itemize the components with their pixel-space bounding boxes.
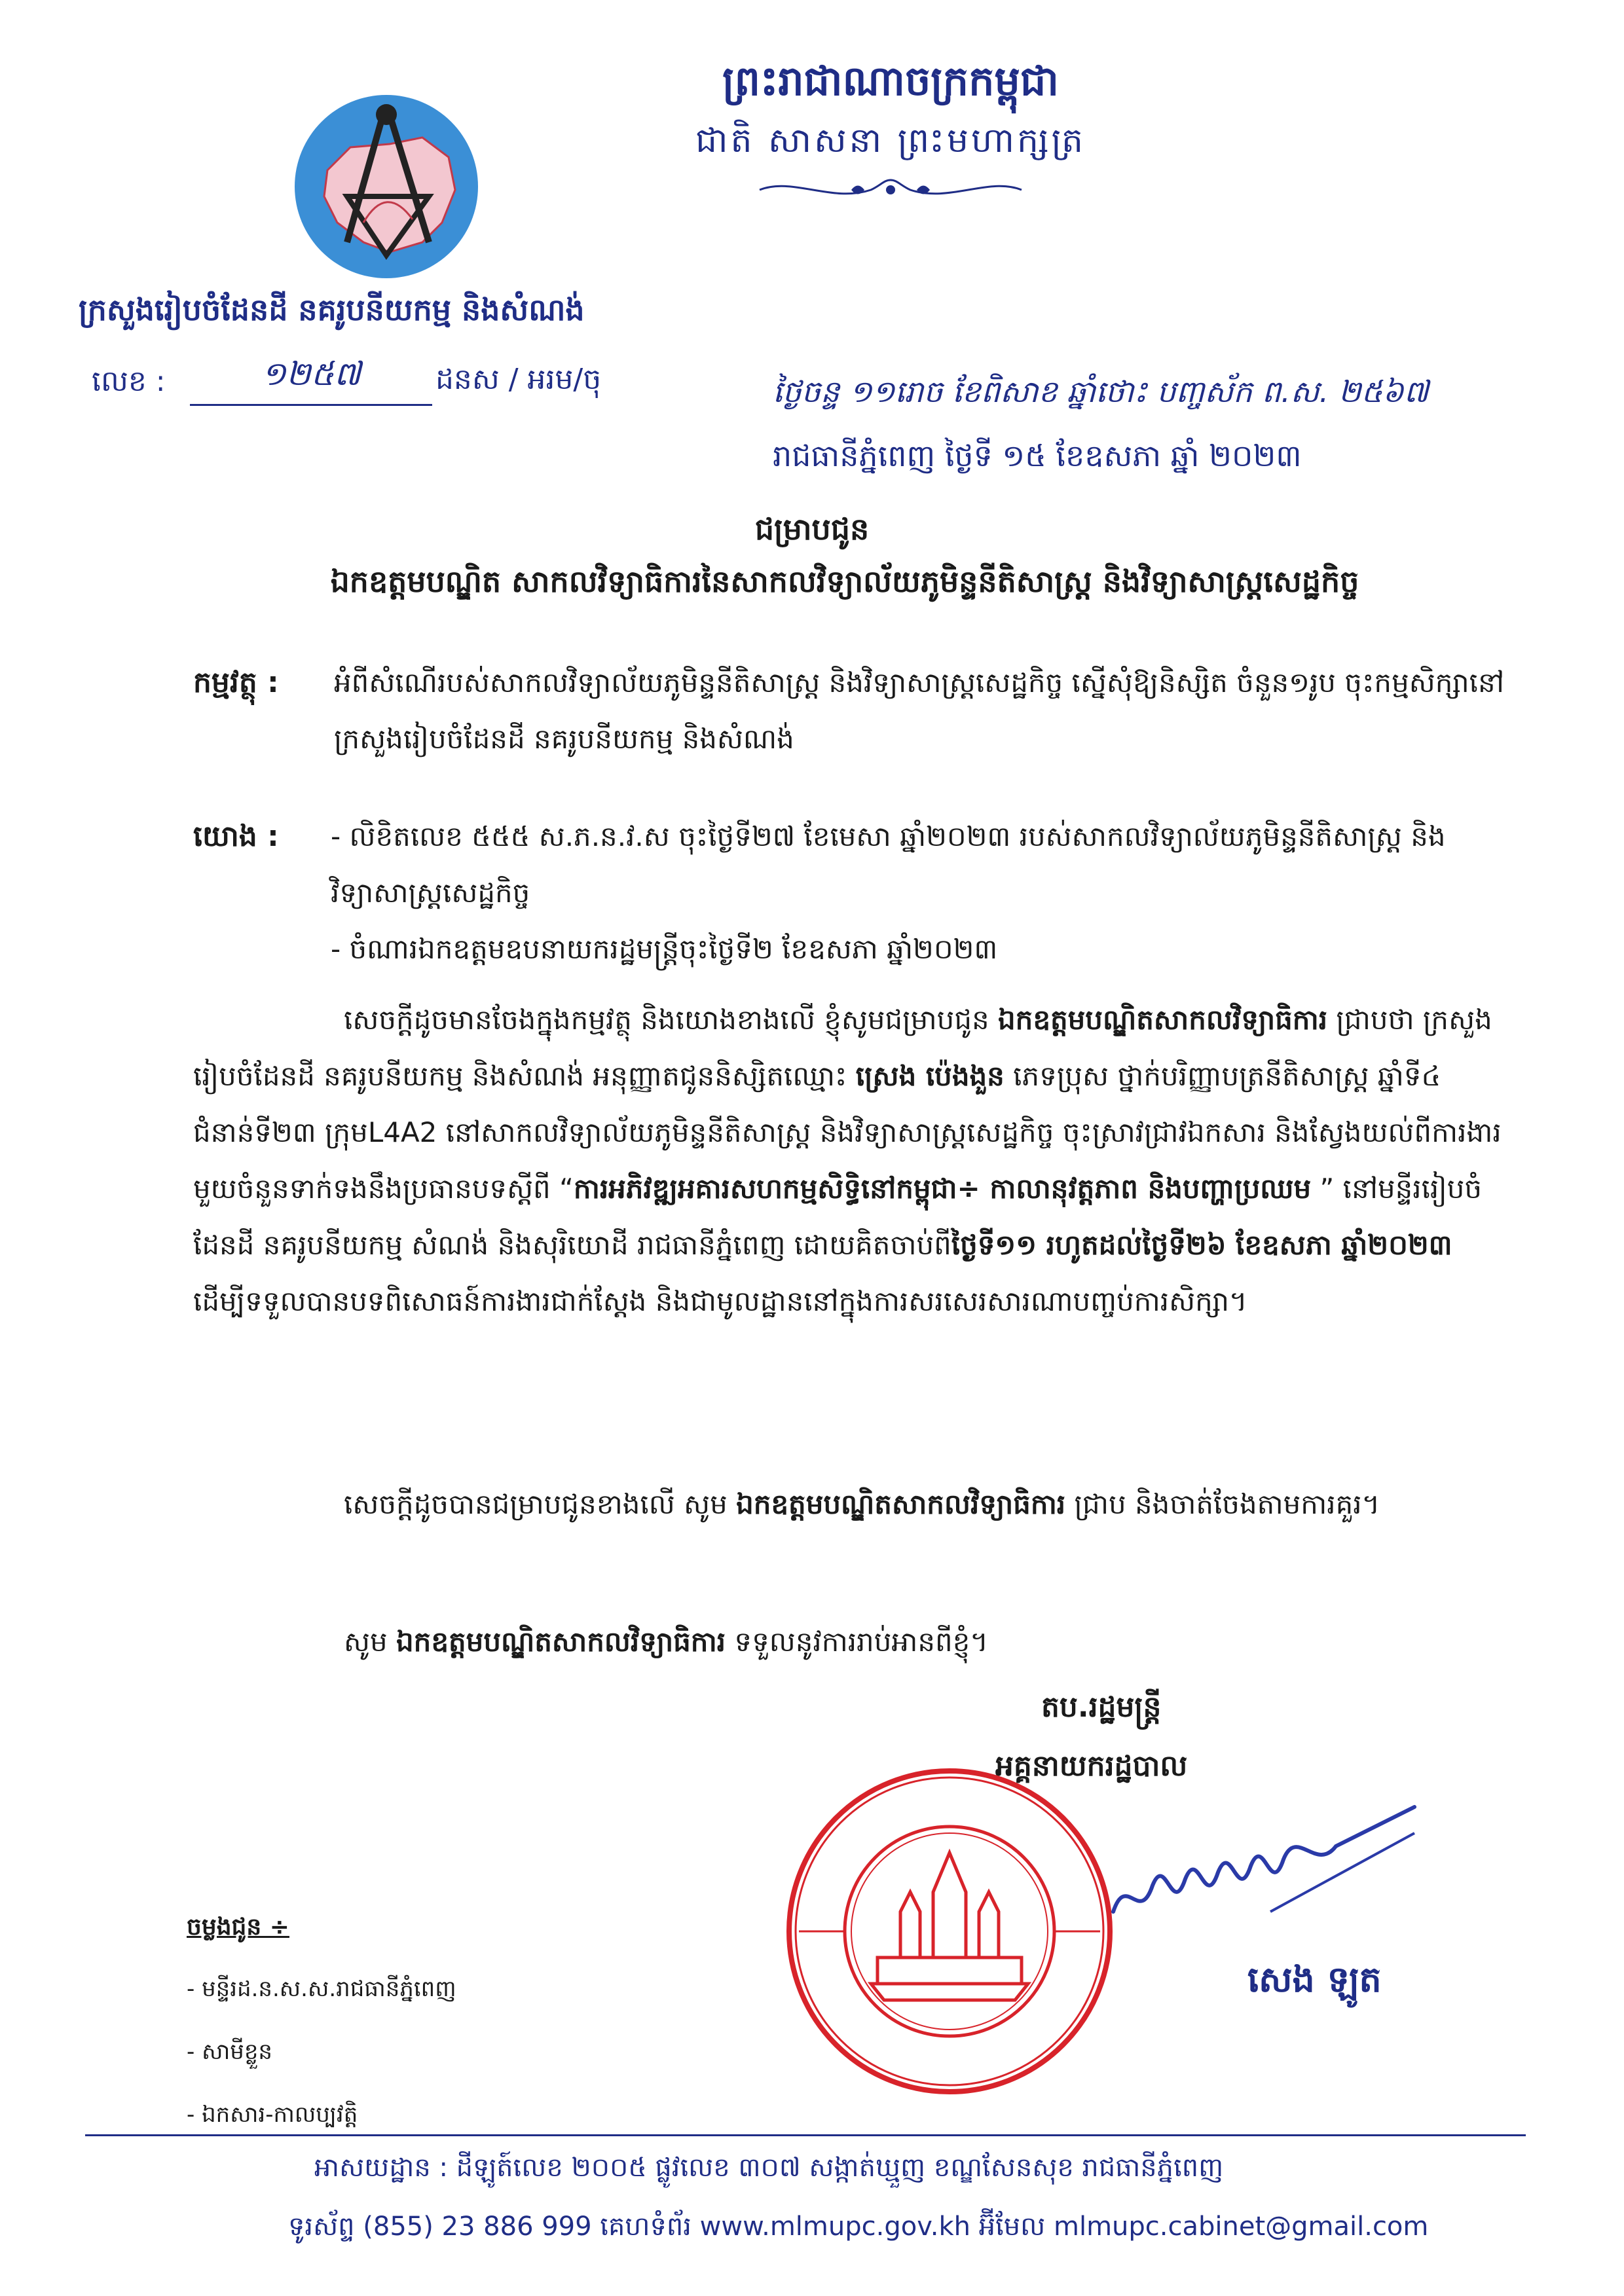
ministry-name: ក្រសួងរៀបចំដែនដី នគរូបនីយកម្ម និងសំណង់ bbox=[79, 292, 585, 327]
ornament-divider-icon bbox=[753, 173, 1028, 206]
body-paragraph-2 bbox=[193, 1476, 1509, 1533]
cc-item: - ឯកសារ-កាលប្បវត្តិ bbox=[187, 2102, 358, 2128]
body-text: ជ្រាបថា ក្រសួងរៀបចំដែនដី នគរូបនីយកម្ម និងសំណង់ អនុញ្ញាតជូននិស្សិតឈ្មោះ bbox=[193, 1004, 1492, 1092]
reference-item: - លិខិតលេខ ៥៥៥ ស.ភ.ន.វ.ស ចុះថ្ងៃទី២៧ ខែមេសា ឆ្នាំ២០២៣ របស់សាកលវិទ្យាល័យភូមិន្ទនីតិសាស្ត្រ និងវិទ្យាសាស្ត្រសេដ្ឋកិច្ច bbox=[331, 820, 1446, 909]
body-text: ដើម្បីទទួលបានបទពិសោធន៍ការងារជាក់ស្តែង និងជាមូលដ្ឋាននៅក្នុងការសរសេរសារណាបញ្ចប់ការសិក្សា។ bbox=[193, 1285, 1247, 1317]
body-emphasis: ឯកឧត្តមបណ្ឌិតសាកលវិទ្យាធិការ bbox=[998, 1004, 1328, 1036]
reference-label: លេខ : bbox=[92, 365, 166, 398]
national-motto: ជាតិ សាសនា ព្រះមហាក្សត្រ bbox=[695, 121, 1086, 160]
closing-line bbox=[344, 1614, 1365, 1670]
reference-item: - ចំណារឯកឧត្តមឧបនាយករដ្ឋមន្ត្រីចុះថ្ងៃទី២ ខែឧសភា ឆ្នាំ២០២៣ bbox=[331, 933, 998, 965]
kingdom-title: ព្រះរាជាណាចក្រកម្ពុជា bbox=[722, 57, 1059, 105]
cc-list bbox=[187, 1958, 710, 2146]
internship-period: ថ្ងៃទី១១ រហូតដល់ថ្ងៃទី២៦ ខែឧសភា ឆ្នាំ២០២៣ bbox=[951, 1229, 1452, 1261]
body-text: សូម bbox=[344, 1626, 397, 1658]
official-seal-icon bbox=[779, 1761, 1120, 2102]
footer-address: អាសយដ្ឋាន : ដីឡូត៍លេខ ២០០៥ ផ្លូវលេខ ៣០៧ សង្កាត់ឃ្មួញ ខណ្ឌសែនសុខ រាជធានីភ្នំពេញ bbox=[314, 2153, 1224, 2183]
body-text: ទទួលនូវការរាប់អានពីខ្ញុំ។ bbox=[726, 1626, 989, 1658]
signatory-title: តប.រដ្ឋមន្ត្រី bbox=[1041, 1690, 1162, 1724]
body-text: ភេទប្រុស ថ្នាក់បរិញ្ញាបត្រនីតិសាស្ត្រ ឆ្នាំទី៤ ជំនាន់ទី២៣ ក្រុមL4A2 នៅសាកលវិទ្យាល័យភូមិន្ទនីតិសាស្ត្រ និងវិទ្យាសាស្ត្រសេដ្ឋកិច្ច ចុះស្រាវជ្រាវឯកសារ និងស្វែងយល់ពីការងារមួយចំនួនទាក់ទងនឹងប្រធានបទស្តីពី “ bbox=[193, 1060, 1502, 1205]
references-list bbox=[331, 809, 1509, 977]
notify-heading: ជម្រាបជូន bbox=[754, 511, 870, 547]
lunar-date: ថ្ងៃចន្ទ ១១រោច ខែពិសាខ ឆ្នាំថោះ បញ្ចស័ក ព.ស. ២៥៦៧ bbox=[773, 374, 1429, 409]
body-text: ជ្រាប និងចាត់ចែងតាមការគួរ។ bbox=[1065, 1488, 1380, 1520]
signatory-name: សេង ឡូត bbox=[1247, 1959, 1382, 2000]
footer-contact: ទូរស័ព្ទ (855) 23 886 999 គេហទំព័រ www.mlmupc.gov.kh អ៊ីមែល mlmupc.cabinet@gmail.com bbox=[288, 2212, 1429, 2242]
body-emphasis: ឯកឧត្តមបណ្ឌិតសាកលវិទ្យាធិការ bbox=[396, 1626, 726, 1658]
body-emphasis: ឯកឧត្តមបណ្ឌិតសាកលវិទ្យាធិការ bbox=[736, 1488, 1066, 1520]
body-paragraph-1 bbox=[193, 992, 1509, 1330]
student-name: ស្រេង ប៉េងងួន bbox=[855, 1060, 1005, 1092]
subject-label: កម្មវត្ថុ : bbox=[193, 666, 279, 699]
solar-date: រាជធានីភ្នំពេញ ថ្ងៃទី ១៥ ខែឧសភា ឆ្នាំ ២០២៣ bbox=[773, 438, 1302, 473]
handwritten-signature-icon bbox=[1100, 1794, 1428, 1938]
recipient-line: ឯកឧត្តមបណ្ឌិត សាកលវិទ្យាធិការនៃសាកលវិទ្យាល័យភូមិន្ទនីតិសាស្ត្រ និងវិទ្យាសាស្ត្រសេដ្ឋកិច្ច bbox=[330, 564, 1359, 599]
cc-item: - មន្ទីរដ.ន.ស.ស.រាជធានីភ្នំពេញ bbox=[187, 1976, 456, 2002]
research-topic: ការអភិវឌ្ឍអគារសហកម្មសិទ្ធិនៅកម្ពុជា÷ កាលានុវត្តភាព និងបញ្ហាប្រឈម bbox=[573, 1173, 1312, 1205]
reference-number: ១២៥៧ bbox=[190, 354, 432, 406]
body-text: សេចក្តីដូចមានចែងក្នុងកម្មវត្ថុ និងយោងខាងលើ ខ្ញុំសូមជម្រាបជូន bbox=[344, 1004, 998, 1036]
cc-heading: ចម្លងជូន ÷ bbox=[187, 1914, 289, 1941]
ministry-logo-icon bbox=[291, 92, 481, 282]
reference-suffix: ដនស / អរម/ចុ bbox=[435, 363, 602, 396]
footer-divider bbox=[85, 2134, 1526, 2136]
signatory-position: អគ្គនាយករដ្ឋបាល bbox=[995, 1749, 1188, 1783]
cc-item: - សាមីខ្លួន bbox=[187, 2039, 272, 2065]
subject-text: អំពីសំណើរបស់សាកលវិទ្យាល័យភូមិន្ទនីតិសាស្ត្រ និងវិទ្យាសាស្ត្រសេដ្ឋកិច្ច ស្នើសុំឱ្យនិស្សិត ចំនួន១រូប ចុះកម្មសិក្សានៅក្រសួងរៀបចំដែនដី នគរូបនីយកម្ម និងសំណង់ bbox=[334, 666, 1504, 755]
references-label: យោង : bbox=[193, 820, 279, 853]
body-text: សេចក្តីដូចបានជម្រាបជូនខាងលើ សូម bbox=[344, 1488, 737, 1520]
body-text: ” នៅមន្ទីររៀបចំដែនដី នគរូបនីយកម្ម សំណង់ និងសុរិយោដី រាជធានីភ្នំពេញ ដោយគិតចាប់ពី bbox=[193, 1173, 1483, 1261]
